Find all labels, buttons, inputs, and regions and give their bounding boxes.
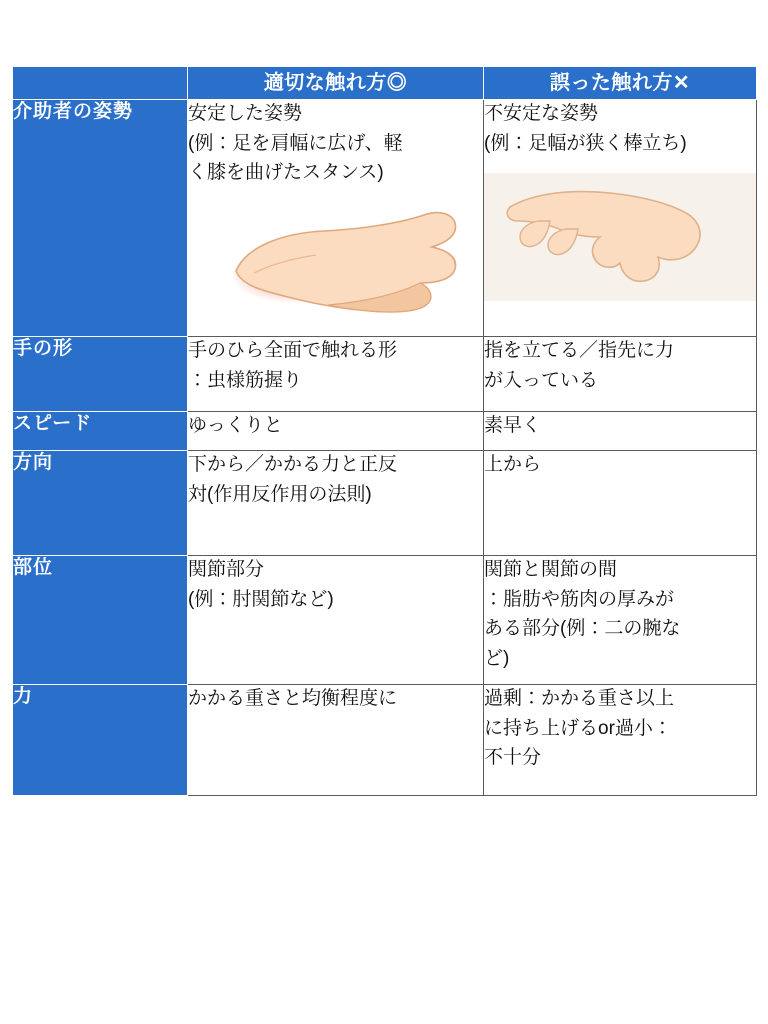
text-line: く膝を曲げたスタンス)	[188, 162, 384, 184]
table-row	[13, 451, 757, 556]
text-line: ある部分(例：二の腕な	[484, 618, 681, 640]
row-label-body-part: 部位	[13, 556, 188, 685]
illustration-bad-hand-container	[484, 173, 756, 301]
hand-flat-palm-icon	[224, 193, 464, 323]
cell-speed-good	[188, 412, 484, 451]
cell-body-part-good	[188, 556, 484, 685]
text-line: 下から／かかる力と正反	[188, 454, 398, 475]
cell-hand-shape-bad	[484, 337, 757, 412]
row-label-speed: スピード	[13, 412, 188, 451]
hand-fingertips-icon	[490, 177, 734, 297]
table-row	[13, 100, 757, 337]
cell-posture-good	[188, 100, 484, 337]
text-line: 過剰：かかる重さ以上	[484, 688, 675, 709]
text-line: 関節部分	[188, 559, 265, 580]
table-row	[13, 412, 757, 451]
text-line: (例：足幅が狭く棒立ち)	[484, 132, 687, 154]
cell-direction-bad	[484, 451, 757, 556]
row-label-direction: 方向	[13, 451, 188, 556]
cell-force-good	[188, 685, 484, 796]
text-line: 素早く	[484, 415, 542, 436]
row-label-force: 力	[13, 685, 188, 796]
text-line: 不十分	[484, 747, 542, 769]
table-body	[13, 100, 757, 796]
text-line: が入っている	[484, 369, 599, 391]
text-line: 手のひら全面で触れる形	[188, 340, 398, 361]
text-line: ゆっくりと	[188, 415, 283, 436]
cell-body-part-bad	[484, 556, 757, 685]
text-line: 上から	[484, 454, 542, 475]
cell-posture-bad	[484, 100, 757, 337]
cell-force-bad	[484, 685, 757, 796]
comparison-sheet	[12, 66, 756, 796]
text-line: ：虫様筋握り	[188, 369, 303, 391]
text-line: 対(作用反作用の法則)	[188, 483, 372, 505]
text-line: 関節と関節の間	[484, 559, 618, 580]
table-row	[13, 337, 757, 412]
table-head	[13, 67, 757, 100]
row-label-posture: 介助者の姿勢	[13, 100, 188, 337]
table-row	[13, 685, 757, 796]
text-line: (例：肘関節など)	[188, 588, 334, 610]
text-line: 指を立てる／指先に力	[484, 340, 675, 361]
text-line: 不安定な姿勢	[484, 103, 599, 124]
text-line: ど)	[484, 647, 510, 669]
header-bad-touch: 誤った触れ方✕	[484, 67, 757, 100]
table-row	[13, 556, 757, 685]
cell-hand-shape-good	[188, 337, 484, 412]
header-good-touch: 適切な触れ方◎	[188, 67, 484, 100]
text-line: (例：足を肩幅に広げ、軽	[188, 132, 403, 154]
row-label-hand-shape: 手の形	[13, 337, 188, 412]
text-line: ：脂肪や筋肉の厚みが	[484, 588, 675, 610]
cell-speed-bad	[484, 412, 757, 451]
touch-technique-comparison-table	[12, 66, 757, 796]
cell-direction-good	[188, 451, 484, 556]
header-corner-blank	[13, 67, 188, 100]
text-line: に持ち上げるor過小：	[484, 717, 672, 739]
illustration-good-hand-container	[188, 193, 483, 333]
text-line: かかる重さと均衡程度に	[188, 688, 398, 709]
text-line: 安定した姿勢	[188, 103, 303, 124]
table-header-row	[13, 67, 757, 100]
